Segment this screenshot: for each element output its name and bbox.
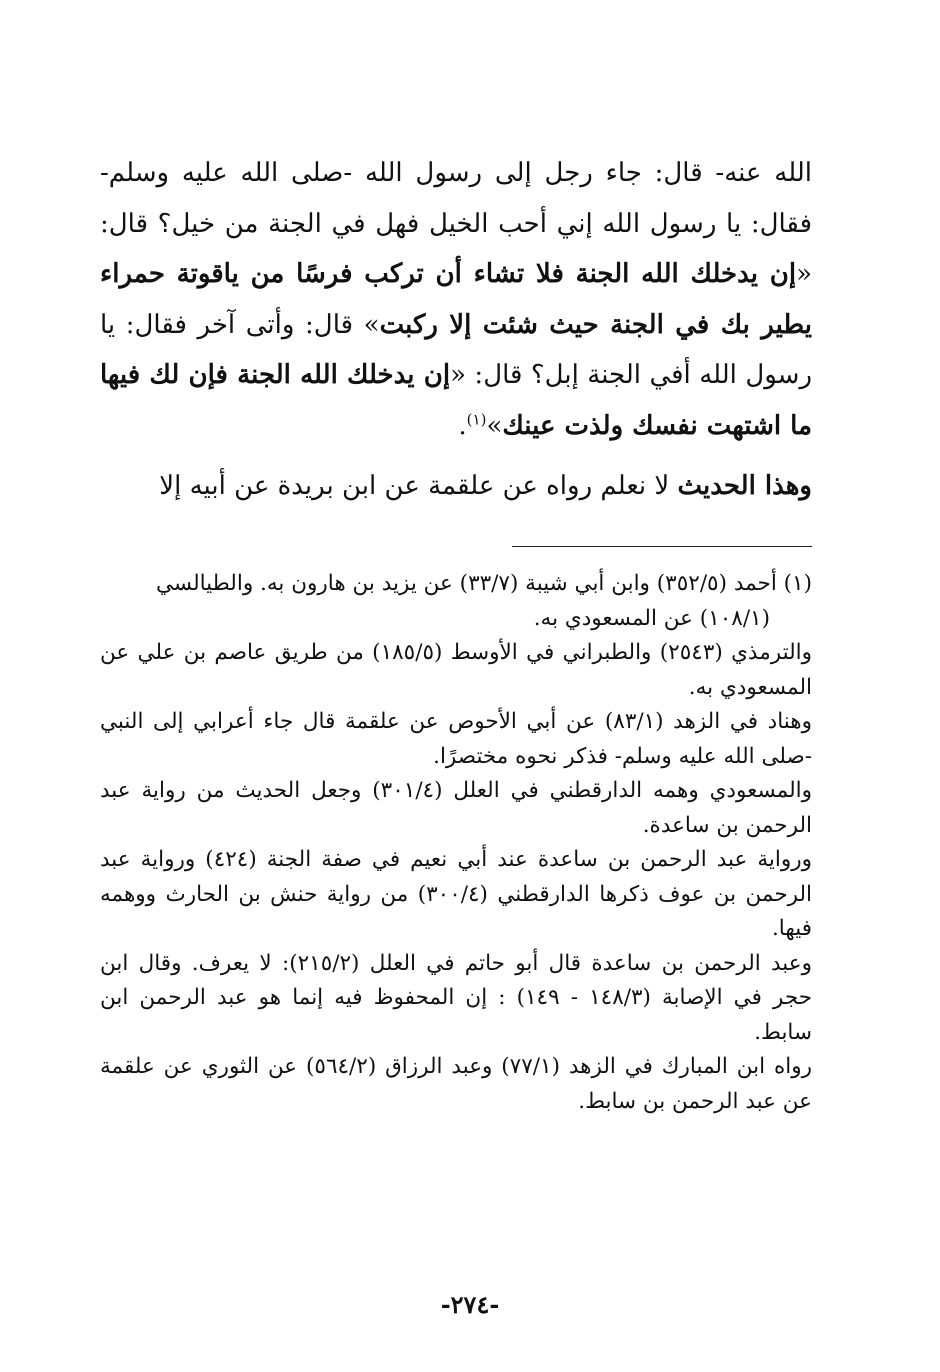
commentary-text: لا نعلم رواه عن علقمة عن ابن بريدة عن أبيه إلا	[159, 471, 678, 501]
footnote-separator	[512, 546, 812, 547]
narration-text: » قال: وأتى آخر فقال: يا رسول الله أفي الجنة إبل؟ قال: «	[100, 309, 813, 390]
commentary-paragraph	[100, 461, 812, 512]
footnote-line: والمسعودي وهمه الدارقطني في العلل (٣٠١/٤) وجعل الحديث من رواية عبد الرحمن بن ساعدة.	[100, 778, 812, 838]
footnote-ref: (١)	[466, 409, 487, 428]
main-text	[100, 148, 812, 512]
hadith-quote-bold: إن يدخلك الله الجنة فإن لك فيها ما اشتهت نفسك ولذت عينك	[100, 360, 812, 441]
quote-close: »	[486, 410, 503, 441]
hadith-quote-bold: إن يدخلك الله الجنة فلا تشاء أن تركب فرسًا من ياقوتة حمراء يطير بك في الجنة حيث شئت إلا ركبت	[100, 259, 812, 340]
footnote-line: ورواية عبد الرحمن بن ساعدة عند أبي نعيم في صفة الجنة (٤٢٤) ورواية عبد الرحمن بن عوف ذكرها الدارقطني (٣٠٠/٤) من رواية حنش بن الحارث ووهمه فيها.	[100, 847, 813, 941]
footnote-line: (١٠٨/١) عن المسعودي به.	[533, 605, 770, 631]
commentary-lead-bold: وهذا الحديث	[677, 471, 812, 501]
footnotes	[100, 567, 812, 1119]
footnote-line: وهناد في الزهد (٨٣/١) عن أبي الأحوص عن علقمة قال جاء أعرابي إلى النبي -صلى الله عليه وسلم- فذكر نحوه مختصرًا.	[100, 709, 813, 769]
footnote-line: (١) أحمد (٣٥٢/٥) وابن أبي شيبة (٣٣/٧) عن يزيد بن هارون به. والطيالسي	[155, 571, 812, 596]
hadith-paragraph	[100, 148, 812, 451]
page-number: -٢٧٤-	[440, 1290, 500, 1319]
full-stop: .	[458, 410, 467, 441]
footnote-line: والترمذي (٢٥٤٣) والطبراني في الأوسط (١٨٥/٥) من طريق عاصم بن علي عن المسعودي به.	[100, 640, 812, 700]
footnote-line: وعبد الرحمن بن ساعدة قال أبو حاتم في العلل (٢١٥/٢): لا يعرف. وقال ابن حجر في الإصابة (١٤٨/٣ - ١٤٩) : إن المحفوظ فيه إنما هو عبد الرحمن ابن سابط.	[100, 950, 812, 1045]
narration-text: الله عنه- قال: جاء رجل إلى رسول الله -صلى الله عليه وسلم- فقال: يا رسول الله إني أحب الخيل فهل في الجنة من خيل؟ قال: «	[100, 158, 812, 289]
footnote-line: رواه ابن المبارك في الزهد (٧٧/١) وعبد الرزاق (٥٦٤/٢) عن الثوري عن علقمة عن عبد الرحمن بن سابط.	[100, 1054, 812, 1114]
